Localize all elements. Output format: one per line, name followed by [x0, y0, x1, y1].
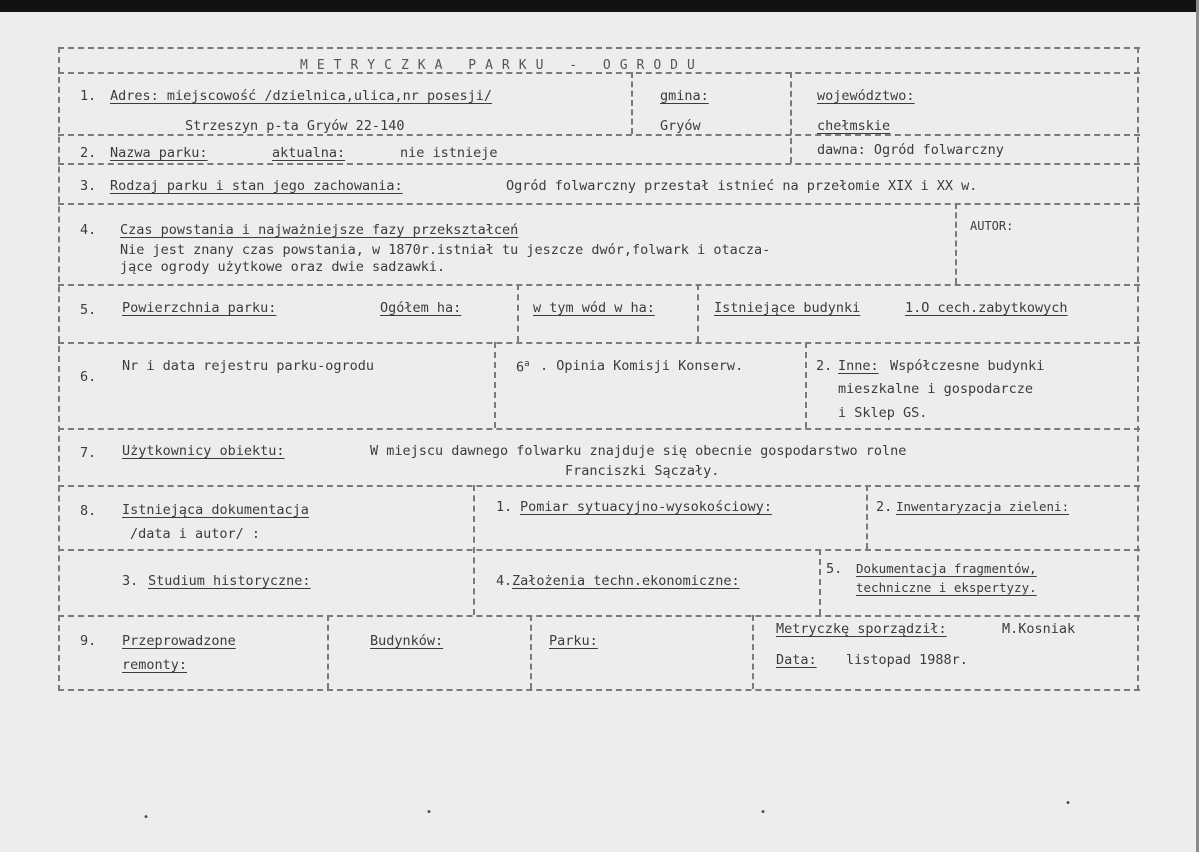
- address-value: Strzeszyn p-ta Gryów 22-140: [185, 118, 405, 134]
- origin-label: Czas powstania i najważniejsze fazy przekształceń: [120, 222, 519, 238]
- rule-r4: [58, 284, 1140, 286]
- other-line3: i Sklep GS.: [838, 405, 928, 421]
- origin-text-line1: Nie jest znany czas powstania, w 1870r.istniał tu jeszcze dwór,folwark i otacza-: [120, 242, 771, 258]
- rule-r8a: [58, 549, 1140, 551]
- row-number: 9.: [80, 633, 97, 649]
- documentation-label: Istniejąca dokumentacja: [122, 502, 309, 518]
- total-area-label: Ogółem ha:: [380, 300, 462, 316]
- rule-v-water: [697, 284, 699, 342]
- punch-mark: •: [426, 807, 433, 818]
- compiled-by-value: M.Kosniak: [1002, 621, 1076, 637]
- origin-text-line2: jące ogrody użytkowe oraz dwie sadzawki.: [120, 259, 446, 275]
- row-number: 8.: [80, 503, 97, 519]
- rule-v-gmina: [631, 72, 633, 134]
- opinion-number: [516, 356, 530, 376]
- other-line2: mieszkalne i gospodarcze: [838, 381, 1034, 397]
- doc-item4: Założenia techn.ekonomiczne:: [512, 573, 740, 589]
- other-prefix: 2.: [816, 358, 833, 374]
- rule-v-buildings: [327, 615, 329, 689]
- doc-item4-prefix: 4.: [496, 573, 513, 589]
- rule-v-doc1: [473, 485, 475, 615]
- gmina-label: gmina:: [660, 88, 709, 104]
- form-title: METRYCZKA PARKU - OGRODU: [300, 58, 704, 73]
- doc-item3-prefix: 3.: [122, 573, 139, 589]
- documentation-sub: /data i autor/ :: [130, 526, 261, 542]
- rule-v-other: [805, 342, 807, 428]
- date-label: Data:: [776, 652, 817, 668]
- rule-v-doc2: [866, 485, 868, 549]
- doc-item5-line2: techniczne i ekspertyzy.: [856, 580, 1037, 595]
- rule-r1: [58, 134, 1140, 136]
- rule-v-total: [517, 284, 519, 342]
- doc-item3: Studium historyczne:: [148, 573, 311, 589]
- doc-item2-prefix: 2.: [876, 499, 893, 515]
- rule-v-compiler: [752, 615, 754, 689]
- scanner-top-edge: [0, 0, 1199, 12]
- users-label: Użytkownicy obiektu:: [122, 443, 285, 459]
- current-name-value: nie istnieje: [400, 145, 498, 161]
- park-name-label: Nazwa parku:: [110, 145, 208, 161]
- water-area-label: w tym wód w ha:: [533, 300, 655, 316]
- renovations-line1: Przeprowadzone: [122, 633, 236, 649]
- users-line1: W miejscu dawnego folwarku znajduje się obecnie gospodarstwo rolne: [370, 443, 907, 459]
- current-name-label: aktualna:: [272, 145, 346, 161]
- row-number: 4.: [80, 222, 97, 238]
- rule-top: [58, 47, 1140, 49]
- park-type-label: Rodzaj parku i stan jego zachowania:: [110, 178, 403, 194]
- rule-right: [1137, 47, 1139, 691]
- rule-r2: [58, 163, 1140, 165]
- row-number: 5.: [80, 302, 97, 318]
- park-renov-label: Parku:: [549, 633, 598, 649]
- area-label: Powierzchnia parku:: [122, 300, 277, 316]
- buildings-label: Istniejące budynki: [714, 300, 861, 316]
- rule-v-doc5: [819, 549, 821, 615]
- park-type-value: Ogród folwarczny przestał istnieć na przełomie XIX i XX w.: [506, 178, 978, 194]
- row-number: 2.: [80, 145, 97, 161]
- rule-v-opinion: [494, 342, 496, 428]
- row-number: 7.: [80, 445, 97, 461]
- rule-r7: [58, 485, 1140, 487]
- rule-left: [58, 47, 60, 691]
- renovations-line2: remonty:: [122, 657, 188, 673]
- punch-mark: •: [143, 812, 150, 823]
- doc-item1-prefix: 1.: [496, 499, 513, 515]
- historic-buildings-label: 1.O cech.zabytkowych: [905, 300, 1068, 316]
- address-label: Adres: miejscowość /dzielnica,ulica,nr posesji/: [110, 88, 493, 104]
- rule-bottom: [58, 689, 1140, 691]
- rule-r5: [58, 342, 1140, 344]
- punch-mark: •: [1065, 798, 1072, 809]
- rule-r6: [58, 428, 1140, 430]
- row-number: 6.: [80, 369, 97, 385]
- former-name: dawna: Ogród folwarczny: [817, 142, 1004, 158]
- opinion-number-sup: a: [524, 359, 530, 369]
- rule-v-park: [530, 615, 532, 689]
- buildings-renov-label: Budynków:: [370, 633, 444, 649]
- rule-r8b: [58, 615, 1140, 617]
- date-value: listopad 1988r.: [846, 652, 968, 668]
- other-label: Inne:: [838, 358, 879, 374]
- doc-item5-prefix: 5.: [826, 561, 843, 577]
- voivodeship-value: chełmskie: [817, 118, 891, 134]
- voivodeship-label: województwo:: [817, 88, 915, 104]
- park-record-card: [0, 12, 1196, 852]
- punch-mark: •: [760, 807, 767, 818]
- register-label: Nr i data rejestru parku-ogrodu: [122, 358, 374, 374]
- doc-item5-line1: Dokumentacja fragmentów,: [856, 561, 1037, 576]
- gmina-value: Gryów: [660, 118, 701, 134]
- doc-item1: Pomiar sytuacyjno-wysokościowy:: [520, 499, 772, 515]
- compiled-by-label: Metryczkę sporządził:: [776, 621, 947, 637]
- row-number: 3.: [80, 178, 97, 194]
- users-line2: Franciszki Sączały.: [565, 463, 720, 479]
- row-number: 1.: [80, 88, 97, 104]
- rule-v-woj: [790, 72, 792, 163]
- author-label: AUTOR:: [970, 219, 1014, 233]
- rule-v-author: [955, 203, 957, 284]
- opinion-label: . Opinia Komisji Konserw.: [540, 358, 744, 374]
- rule-r3: [58, 203, 1140, 205]
- doc-item2: Inwentaryzacja zieleni:: [896, 499, 1070, 514]
- other-line1: Współczesne budynki: [890, 358, 1045, 374]
- opinion-number-main: 6: [516, 359, 525, 376]
